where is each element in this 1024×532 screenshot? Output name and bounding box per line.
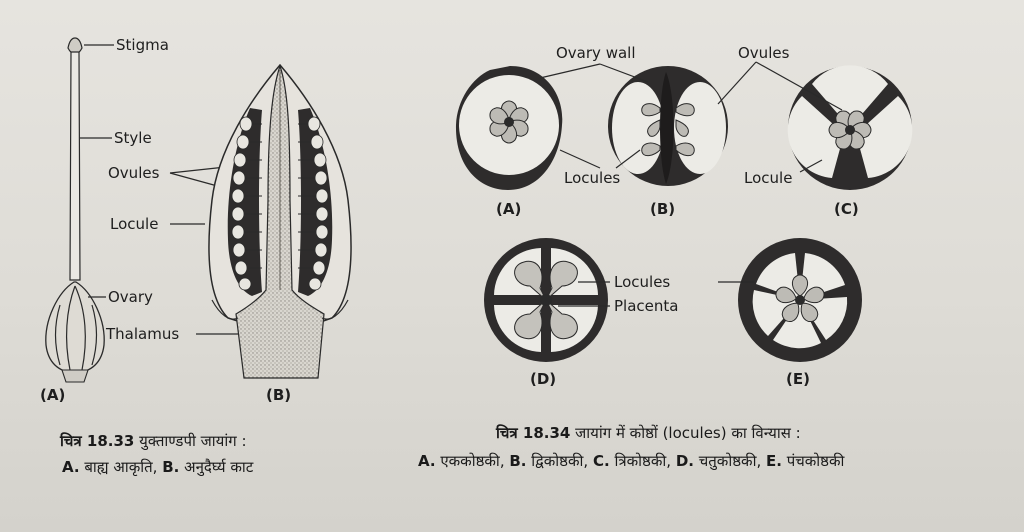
caption-18-34-text-3: चतुकोष्ठकी, <box>693 452 766 470</box>
caption-18-33-key-b: B. <box>162 458 180 476</box>
caption-18-34-text-4: पंचकोष्ठकी <box>781 452 845 470</box>
caption-18-34-text-2: त्रिकोष्ठकी, <box>609 452 676 470</box>
label-ovary-wall: Ovary wall <box>556 44 636 62</box>
caption-18-34-key-3: D. <box>675 452 694 470</box>
label-locules-bottom: Locules <box>614 273 671 291</box>
panel-label-e: (E) <box>786 370 810 388</box>
panel-label-c: (C) <box>834 200 859 218</box>
caption-18-34-title: जायांग में कोष्ठों (locules) का विन्यास : <box>570 424 801 442</box>
fig-18-34-c-trilocular <box>788 65 913 190</box>
caption-18-34-key-4: E. <box>766 452 782 470</box>
caption-18-33-text-b: अनुदैर्घ्य काट <box>179 458 254 476</box>
panel-label-a: (A) <box>496 200 522 218</box>
label-stigma: Stigma <box>116 36 169 54</box>
fig-18-34-e-pentalocular <box>738 238 862 362</box>
fig-18-33-b-longitudinal-section <box>209 65 351 378</box>
caption-18-33-key-a: A. <box>62 458 80 476</box>
fig-18-34-d-tetralocular <box>484 238 608 362</box>
label-locules-top: Locules <box>564 169 621 187</box>
panel-label-b: (B) <box>266 386 292 404</box>
panel-label-d: (D) <box>530 370 557 388</box>
caption-18-33-title: युक्ताण्डपी जायांग : <box>134 432 247 450</box>
caption-18-34-key-0: A. <box>418 452 436 470</box>
fig-18-34-b-bilocular <box>608 66 728 186</box>
panel-label-a: (A) <box>40 386 66 404</box>
label-ovules: Ovules <box>108 164 160 182</box>
label-locule: Locule <box>110 215 159 233</box>
label-ovules: Ovules <box>738 44 790 62</box>
caption-18-34-line2 <box>418 452 846 471</box>
label-ovary: Ovary <box>108 288 153 306</box>
caption-18-34-key-2: C. <box>592 452 610 470</box>
caption-18-33-text-a: बाह्य आकृति, <box>79 458 163 476</box>
panel-label-b: (B) <box>650 200 676 218</box>
caption-fig-18-33 <box>59 432 254 477</box>
caption-18-33-number: चित्र 18.33 <box>60 432 135 450</box>
caption-18-34-text-0: एककोष्ठकी, <box>435 452 510 470</box>
label-locule: Locule <box>744 169 793 187</box>
svg-text:A. बाह्य आकृति, B. अनुदैर्घ्य <box>62 458 254 477</box>
caption-fig-18-34 <box>418 424 846 471</box>
svg-text:चित्र 18.34 जायांग में कोष्ठों <box>495 424 801 442</box>
caption-18-34-number: चित्र 18.34 <box>496 424 571 442</box>
svg-text:चित्र 18.33 युक्ताण्डपी जायांग <box>59 432 247 451</box>
fig-18-34-a-unilocular <box>456 66 562 190</box>
label-style: Style <box>114 129 152 147</box>
fig-18-33-a-pistil <box>46 38 104 382</box>
label-thalamus: Thalamus <box>106 325 180 343</box>
label-placenta: Placenta <box>614 297 679 315</box>
caption-18-34-text-1: द्विकोष्ठकी, <box>526 452 593 470</box>
caption-18-34-key-1: B. <box>509 452 527 470</box>
